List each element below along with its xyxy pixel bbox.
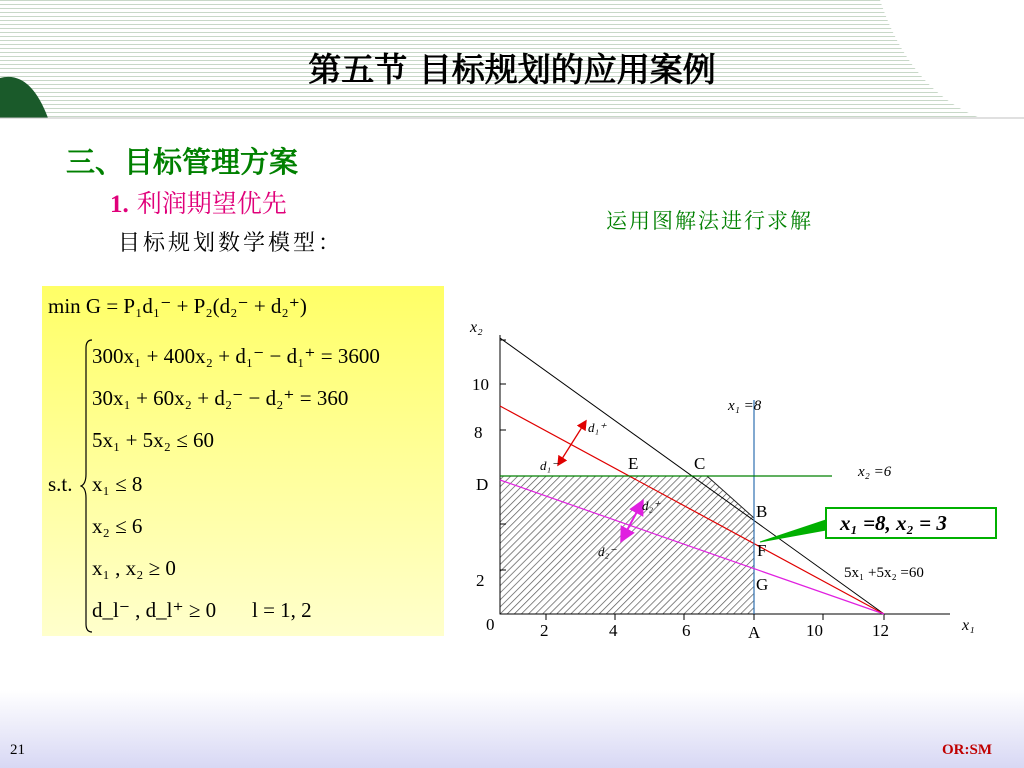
subheading (110, 184, 287, 220)
x1-eq-8-label: x₁ =8 (728, 398, 762, 414)
subheading-text: 利润期望优先 (128, 189, 287, 218)
subheading-number: 1. (110, 191, 129, 218)
slide-title: 第五节 目标规划的应用案例 (308, 50, 716, 89)
origin-label: 0 (486, 615, 495, 634)
model-label: 目标规划数学模型： (118, 231, 344, 256)
x-tick-label: 6 (682, 621, 691, 640)
x-tick-label: 10 (806, 621, 823, 640)
point-d: D (476, 475, 489, 494)
model-box (42, 286, 444, 636)
capacity-line-label: 5x₁ +5x₂ =60 (844, 565, 924, 581)
x-tick-label: 4 (609, 621, 618, 640)
d2-minus-label: d₂⁻ (598, 544, 616, 559)
constraint-6: x₁ , x₂ ≥ 0 (92, 556, 176, 580)
constraint-4: x₁ ≤ 8 (92, 472, 143, 496)
d2-plus-label: d₂⁺ (642, 498, 660, 513)
y-tick-label: 8 (474, 423, 483, 442)
constraint-3: 5x₁ + 5x₂ ≤ 60 (92, 428, 215, 452)
point-f: F (757, 541, 767, 560)
y-axis-label: x₂ (470, 319, 483, 336)
x-axis-label: x₁ (962, 617, 975, 634)
y-tick-label: 2 (476, 571, 485, 590)
constraint-1: 300x₁ + 400x₂ + d₁⁻ − d₁⁺ = 3600 (92, 344, 380, 368)
y-tick-label: 10 (472, 375, 489, 394)
solution-pointer (760, 520, 826, 542)
solution-graph (460, 300, 1000, 660)
point-g: G (756, 575, 769, 594)
footer-band (0, 690, 1024, 768)
point-e: E (628, 454, 639, 473)
objective-function: min G = P₁d₁⁻ + P₂(d₂⁻ + d₂⁺) (48, 294, 307, 318)
d1-arrow (560, 424, 584, 462)
index-range: l = 1, 2 (252, 598, 312, 622)
constraint-5: x₂ ≤ 6 (92, 514, 143, 538)
point-c: C (694, 454, 706, 473)
x-tick-label: 12 (872, 621, 889, 640)
x2-eq-6-label: x₂ =6 (858, 464, 892, 480)
constraint-7: d_l⁻ , d_l⁺ ≥ 0 (92, 598, 217, 622)
point-b: B (756, 502, 768, 521)
method-note: 运用图解法进行求解 (606, 209, 813, 233)
point-a: A (748, 623, 761, 642)
st-label: s.t. (48, 472, 73, 496)
page-number: 21 (10, 742, 25, 758)
d1-plus-label: d₁⁺ (588, 420, 606, 435)
section-heading: 三、目标管理方案 (66, 145, 299, 179)
d1-minus-label: d₁⁻ (540, 458, 558, 473)
solution-label: x₁ =8, x₂ = 3 (840, 511, 947, 535)
x-tick-label: 2 (540, 621, 549, 640)
constraint-2: 30x₁ + 60x₂ + d₂⁻ − d₂⁺ = 360 (92, 386, 349, 410)
brand-label: OR:SM (942, 742, 992, 758)
feasible-region (500, 476, 754, 614)
